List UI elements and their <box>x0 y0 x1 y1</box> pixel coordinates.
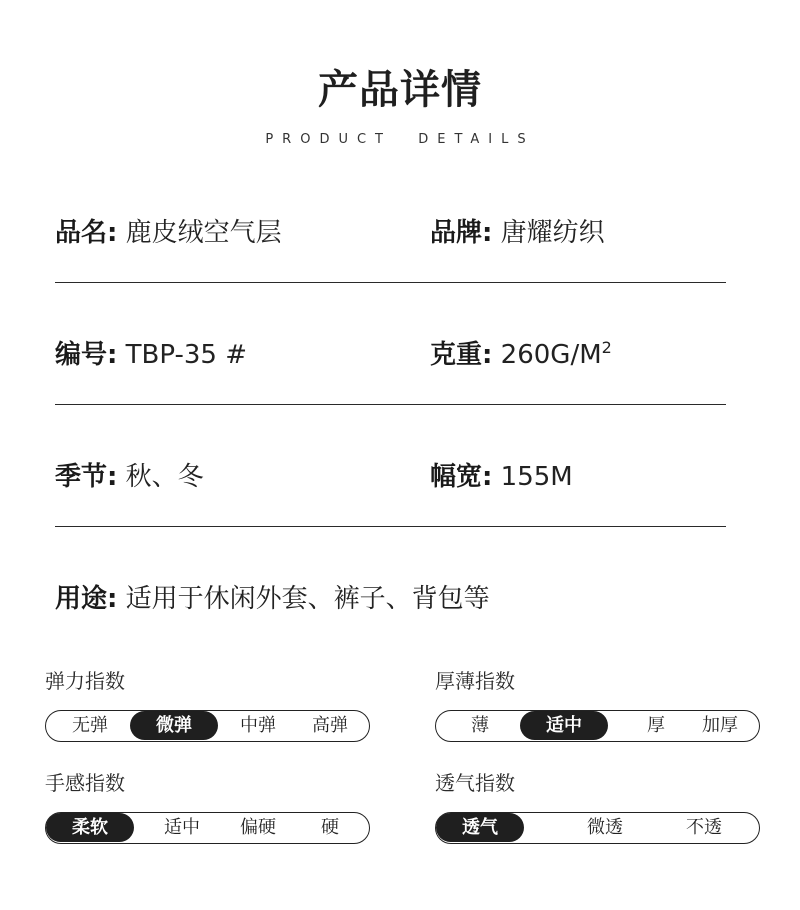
spec-name-label: 品名: <box>55 218 118 248</box>
elasticity-index-label: 弹力指数 <box>45 669 125 693</box>
spec-width-value: 155M <box>500 462 573 492</box>
spec-width-label: 幅宽: <box>430 462 493 492</box>
spec-weight-value: 260G/M <box>500 340 602 370</box>
spec-season <box>55 456 204 493</box>
page-title: 产品详情 <box>318 67 482 113</box>
thickness-option: 厚 <box>647 715 665 736</box>
thickness-index-label: 厚薄指数 <box>435 669 515 693</box>
page-subtitle: PRODUCT DETAILS <box>265 132 535 147</box>
feel-option: 适中 <box>164 817 200 838</box>
breathability-option-selected: 透气 <box>436 813 524 842</box>
breathability-index-label: 透气指数 <box>435 771 515 795</box>
spec-season-label: 季节: <box>55 462 118 492</box>
spec-season-value: 秋、冬 <box>125 462 204 492</box>
spec-name <box>55 212 282 249</box>
divider <box>55 282 726 283</box>
spec-usage-label: 用途: <box>55 584 118 614</box>
spec-usage <box>55 578 490 615</box>
breathability-scale <box>435 812 760 844</box>
spec-width <box>430 456 573 493</box>
feel-scale <box>45 812 370 844</box>
spec-weight-superscript: 2 <box>601 338 612 357</box>
spec-code <box>55 334 247 371</box>
elasticity-option: 高弹 <box>312 715 348 736</box>
spec-brand-value: 唐耀纺织 <box>500 218 605 248</box>
spec-weight <box>430 334 612 371</box>
spec-weight-label: 克重: <box>430 340 493 370</box>
thickness-option: 薄 <box>471 715 489 736</box>
feel-option-selected: 柔软 <box>46 813 134 842</box>
elasticity-option-selected: 微弹 <box>130 711 218 740</box>
elasticity-option: 无弹 <box>72 715 108 736</box>
breathability-option: 微透 <box>587 817 623 838</box>
thickness-option: 加厚 <box>702 715 738 736</box>
spec-code-label: 编号: <box>55 340 118 370</box>
feel-option: 硬 <box>321 817 339 838</box>
divider <box>55 526 726 527</box>
spec-code-value: TBP-35 # <box>125 340 248 370</box>
elasticity-option: 中弹 <box>240 715 276 736</box>
feel-option: 偏硬 <box>240 817 276 838</box>
elasticity-scale <box>45 710 370 742</box>
spec-usage-value: 适用于休闲外套、裤子、背包等 <box>125 584 490 614</box>
spec-name-value: 鹿皮绒空气层 <box>125 218 282 248</box>
divider <box>55 404 726 405</box>
spec-brand <box>430 212 605 249</box>
breathability-option: 不透 <box>686 817 722 838</box>
thickness-scale <box>435 710 760 742</box>
feel-index-label: 手感指数 <box>45 771 125 795</box>
thickness-option-selected: 适中 <box>520 711 608 740</box>
spec-brand-label: 品牌: <box>430 218 493 248</box>
